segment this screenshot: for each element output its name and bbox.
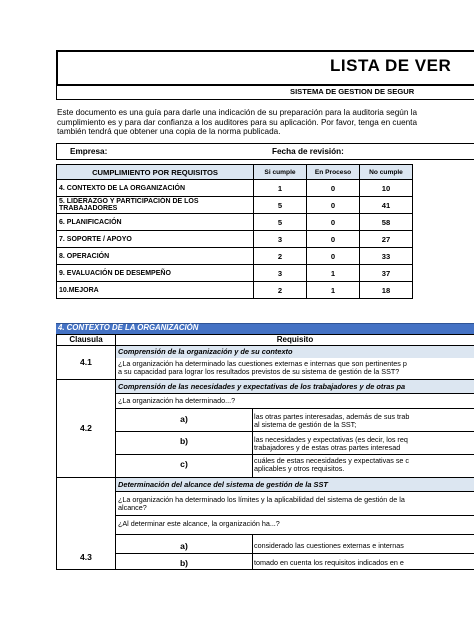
item-line: cuáles de estas necesidades y expectativas se c xyxy=(254,457,410,465)
summary-in-process: 0 xyxy=(307,214,360,231)
clause-4-3-number: 4.3 xyxy=(80,552,92,562)
summary-complies: 2 xyxy=(254,282,307,299)
clause-column-header: Clausula xyxy=(69,335,103,344)
clause-4-3-question xyxy=(118,496,474,513)
intro-paragraph xyxy=(57,108,474,137)
item-b-text xyxy=(254,436,474,453)
summary-label: 9. EVALUACIÓN DE DESEMPEÑO xyxy=(57,265,254,282)
clause-4-1-heading: Comprensión de la organización y de su contexto xyxy=(118,347,293,356)
review-date-label: Fecha de revisión: xyxy=(272,147,344,156)
summary-row xyxy=(57,231,413,248)
summary-row xyxy=(57,180,413,197)
summary-row xyxy=(57,248,413,265)
question-line: alcance? xyxy=(118,503,147,513)
item-b-text: tomado en cuenta los requisitos indicados en e xyxy=(254,559,404,567)
grid-line xyxy=(252,534,253,570)
grid-line xyxy=(116,491,474,492)
summary-complies: 2 xyxy=(254,248,307,265)
section-title: 4. CONTEXTO DE LA ORGANIZACIÓN xyxy=(58,323,199,332)
item-b-label: b) xyxy=(179,558,189,568)
requirement-column-header: Requisito xyxy=(276,335,314,344)
summary-in-process: 0 xyxy=(307,197,360,214)
item-a-label: a) xyxy=(180,414,188,424)
grid-line xyxy=(116,393,474,394)
header-requirement: CUMPLIMIENTO POR REQUISITOS xyxy=(57,165,254,180)
intro-line: también tendrá que obtener una copia de la norma publicada. xyxy=(57,127,281,137)
grid-line xyxy=(116,454,474,455)
grid-line xyxy=(116,553,474,554)
company-row xyxy=(56,143,474,160)
intro-line: Este documento es una guía para darle una indicación de su preparación para la auditoria según la xyxy=(57,108,418,117)
summary-label: 10.MEJORA xyxy=(57,282,254,299)
document-subtitle: SISTEMA DE GESTION DE SEGUR xyxy=(290,87,415,96)
grid-line xyxy=(56,334,57,570)
compliance-summary-table xyxy=(56,164,413,299)
question-line: ¿La organización ha determinado los límites y la aplicabilidad del sistema de gestión de la xyxy=(118,496,405,504)
summary-not-comply: 18 xyxy=(360,282,413,299)
grid-line xyxy=(56,569,474,570)
grid-line xyxy=(116,431,474,432)
item-c-text xyxy=(254,457,474,474)
summary-complies: 5 xyxy=(254,214,307,231)
item-a-text: considerado las cuestiones externas e internas xyxy=(254,542,404,550)
summary-row xyxy=(57,197,413,214)
item-b-label: b) xyxy=(179,436,189,446)
clause-4-3-scope-question: ¿Al determinar este alcance, la organización ha...? xyxy=(118,520,280,528)
summary-not-comply: 37 xyxy=(360,265,413,282)
summary-row xyxy=(57,265,413,282)
grid-line xyxy=(252,408,253,478)
summary-complies: 3 xyxy=(254,231,307,248)
summary-in-process: 0 xyxy=(307,231,360,248)
summary-label: 7. SOPORTE / APOYO xyxy=(57,231,254,248)
summary-not-comply: 33 xyxy=(360,248,413,265)
item-a-label: a) xyxy=(180,541,188,551)
summary-in-process: 0 xyxy=(307,248,360,265)
summary-label: 5. LIDERAZGO Y PARTICIPACIÓN DE LOS TRABAJADORES xyxy=(57,197,254,214)
intro-line: cumplimiento es y para dar confianza a los auditores para su aplicación. Por favor, tenga en cuenta xyxy=(57,117,418,127)
summary-in-process: 0 xyxy=(307,180,360,197)
summary-row xyxy=(57,282,413,299)
item-a-text xyxy=(254,413,474,430)
summary-label: 4. CONTEXTO DE LA ORGANIZACIÓN xyxy=(57,180,254,197)
item-line: al sistema de gestión de la SST; xyxy=(254,420,357,430)
item-line: aplicables y otros requisitos. xyxy=(254,464,345,474)
summary-not-comply: 58 xyxy=(360,214,413,231)
company-label: Empresa: xyxy=(70,147,108,156)
item-line: las necesidades y expectativas (es decir, los req xyxy=(254,436,408,444)
header-not-comply: No cumple xyxy=(360,165,413,180)
item-line: trabajadores y de estas otras partes interesad xyxy=(254,443,401,453)
summary-row xyxy=(57,214,413,231)
summary-complies: 5 xyxy=(254,197,307,214)
summary-not-comply: 10 xyxy=(360,180,413,197)
clause-4-1-number: 4.1 xyxy=(80,357,92,367)
item-c-label: c) xyxy=(180,459,188,469)
header-in-process: En Proceso xyxy=(307,165,360,180)
summary-in-process: 1 xyxy=(307,282,360,299)
clause-4-3-heading: Determinación del alcance del sistema de gestión de la SST xyxy=(118,480,328,489)
document-title: LISTA DE VER xyxy=(330,56,452,75)
grid-line xyxy=(116,534,474,535)
clause-4-2-intro: ¿La organización ha determinado...? xyxy=(118,397,236,405)
summary-complies: 1 xyxy=(254,180,307,197)
grid-line xyxy=(116,408,474,409)
grid-line xyxy=(116,515,474,516)
question-line: ¿La organización ha determinado las cuestiones externas e internas que son pertinentes p xyxy=(118,360,407,368)
clause-4-2-number: 4.2 xyxy=(80,423,92,433)
clause-4-1-question xyxy=(118,360,474,377)
summary-not-comply: 41 xyxy=(360,197,413,214)
clause-4-2-heading: Comprensión de las necesidades y expectativas de los trabajadores y de otras pa xyxy=(118,382,406,391)
summary-label: 8. OPERACIÓN xyxy=(57,248,254,265)
summary-not-comply: 27 xyxy=(360,231,413,248)
item-line: las otras partes interesadas, además de sus trab xyxy=(254,413,410,421)
summary-complies: 3 xyxy=(254,265,307,282)
summary-label: 6. PLANIFICACIÓN xyxy=(57,214,254,231)
summary-in-process: 1 xyxy=(307,265,360,282)
question-line: a su capacidad para lograr los resultados previstos de su sistema de gestión de la SST? xyxy=(118,367,400,377)
header-complies: Si cumple xyxy=(254,165,307,180)
summary-header-row xyxy=(57,165,413,180)
